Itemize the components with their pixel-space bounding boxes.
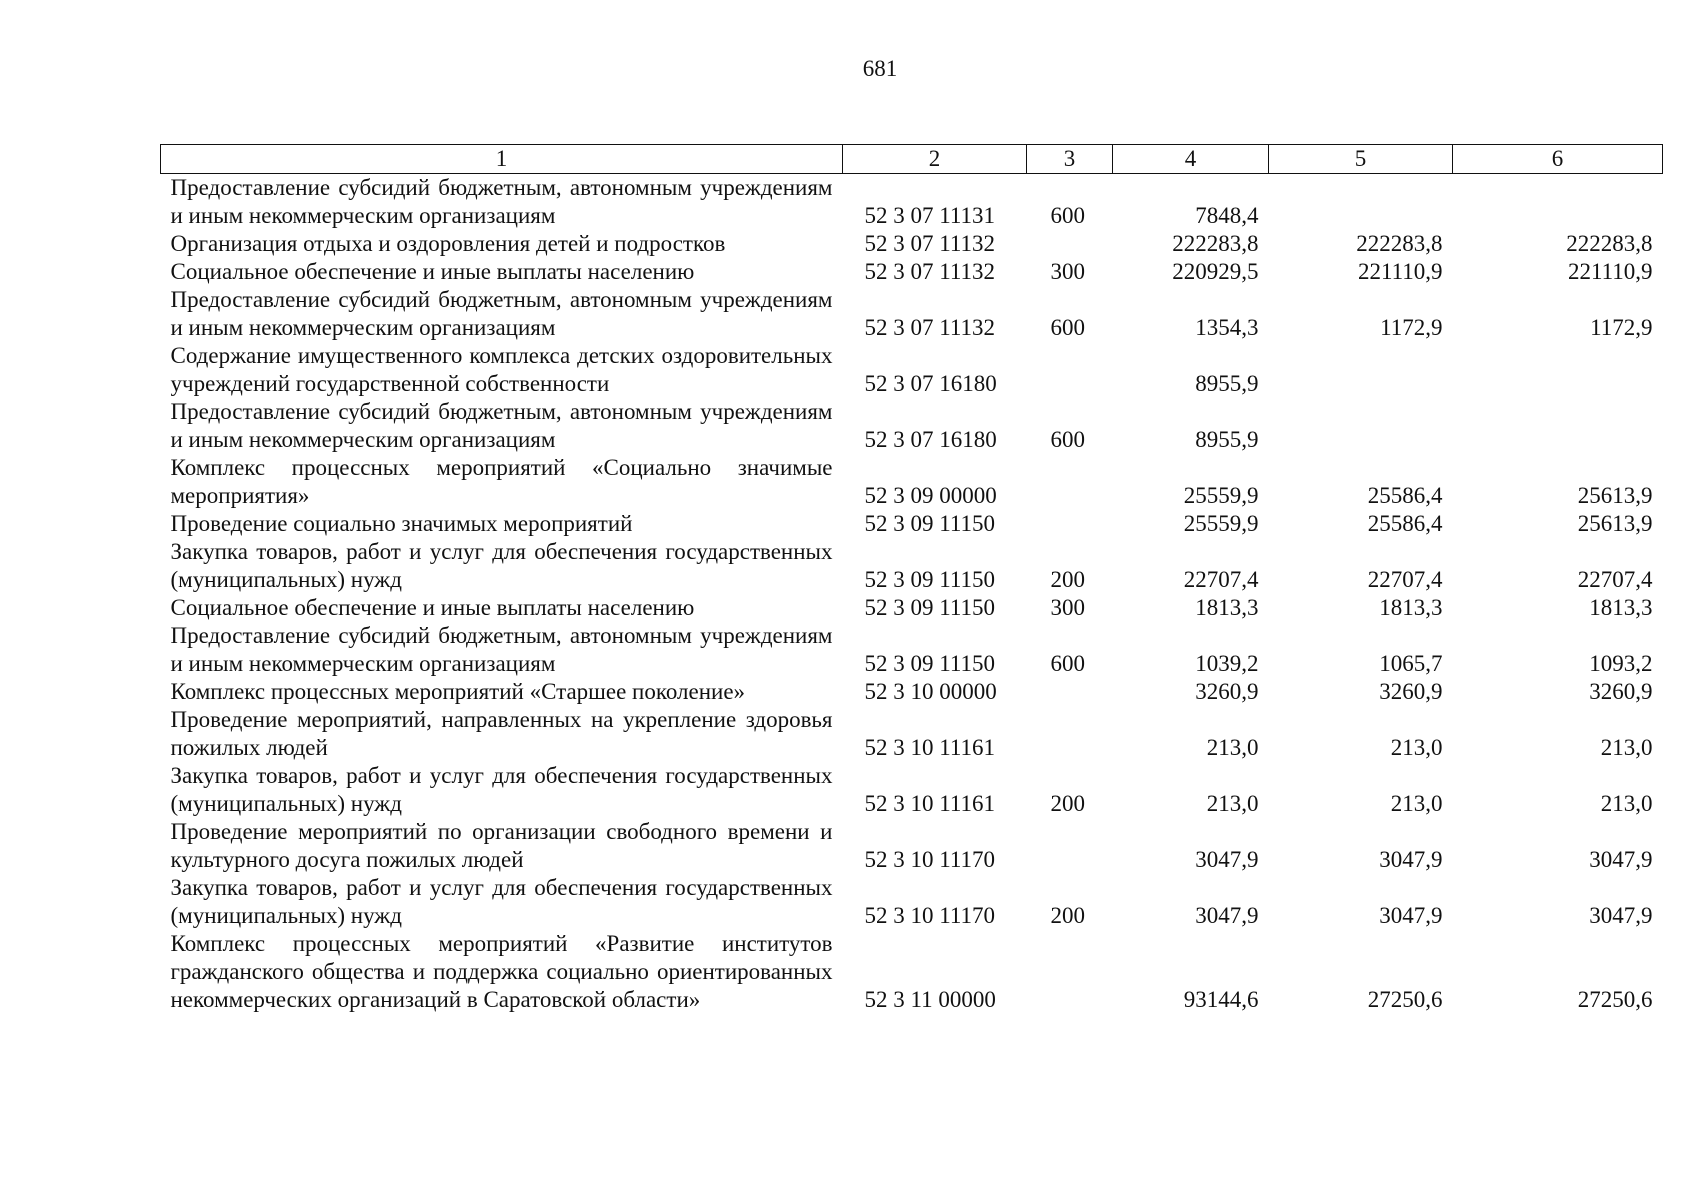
table-row: [161, 818, 1663, 874]
row-value-cell: 1354,3: [1195, 315, 1259, 340]
row-expense-type-cell: 300: [1050, 259, 1085, 284]
row-code-cell: 52 3 11 00000: [864, 987, 996, 1012]
header-row: [161, 145, 1663, 174]
budget-table: [160, 144, 1663, 1014]
row-code-cell: 52 3 07 11132: [864, 231, 996, 256]
row-value-cell: 221110,9: [1357, 259, 1443, 284]
table-row: [161, 510, 1663, 538]
row-value-cell: 213,0: [1206, 791, 1259, 816]
row-value-cell: [1269, 174, 1453, 231]
table-row: [161, 342, 1663, 398]
row-value-cell: 3047,9: [1379, 847, 1443, 872]
row-code-cell: 52 3 09 11150: [864, 595, 996, 620]
table-row: [161, 622, 1663, 678]
table-row: [161, 678, 1663, 706]
table-row: [161, 594, 1663, 622]
row-value-cell: 1813,3: [1379, 595, 1443, 620]
header-cell: 2: [843, 145, 1027, 174]
row-value-cell: 213,0: [1206, 735, 1259, 760]
row-value-cell: 1093,2: [1589, 651, 1653, 676]
row-expense-type-cell: [1027, 230, 1113, 258]
row-value-cell: 1813,3: [1195, 595, 1259, 620]
row-name-cell: Социальное обеспечение и иные выплаты населению: [170, 595, 695, 620]
row-value-cell: 213,0: [1600, 791, 1653, 816]
row-value-cell: 22707,4: [1183, 567, 1259, 592]
row-value-cell: 1813,3: [1589, 595, 1653, 620]
row-code-cell: 52 3 10 11170: [864, 903, 996, 928]
header-cell: 6: [1453, 145, 1663, 174]
table-row: [161, 538, 1663, 594]
row-expense-type-cell: 600: [1050, 315, 1085, 340]
row-expense-type-cell: [1027, 678, 1113, 706]
row-value-cell: [1453, 342, 1663, 398]
row-name-cell: Предоставление субсидий бюджетным, автономным учреждениям и иным некоммерческим организациям: [170, 399, 833, 452]
row-value-cell: 213,0: [1390, 735, 1443, 760]
row-value-cell: 221110,9: [1567, 259, 1653, 284]
row-value-cell: 3047,9: [1589, 847, 1653, 872]
table-row: [161, 174, 1663, 231]
row-code-cell: 52 3 07 16180: [864, 371, 997, 396]
row-value-cell: [1453, 174, 1663, 231]
table-row: [161, 454, 1663, 510]
row-code-cell: 52 3 07 11132: [864, 259, 996, 284]
row-value-cell: 25559,9: [1183, 511, 1259, 536]
row-name-cell: Предоставление субсидий бюджетным, автономным учреждениям и иным некоммерческим организациям: [170, 175, 833, 228]
row-expense-type-cell: 600: [1050, 203, 1085, 228]
row-expense-type-cell: 300: [1050, 595, 1085, 620]
row-name-cell: Проведение мероприятий, направленных на укрепление здоровья пожилых людей: [170, 707, 833, 760]
row-name-cell: Закупка товаров, работ и услуг для обеспечения государственных (муниципальных) нужд: [170, 539, 833, 592]
row-value-cell: 8955,9: [1195, 427, 1259, 452]
header-cell: 1: [161, 145, 843, 174]
row-name-cell: Закупка товаров, работ и услуг для обеспечения государственных (муниципальных) нужд: [170, 875, 833, 928]
row-value-cell: 222283,8: [1172, 231, 1259, 256]
table-row: [161, 762, 1663, 818]
row-expense-type-cell: 200: [1050, 903, 1085, 928]
row-name-cell: Проведение социально значимых мероприятий: [170, 511, 633, 536]
row-code-cell: 52 3 10 00000: [864, 679, 997, 704]
row-code-cell: 52 3 07 16180: [864, 427, 997, 452]
row-code-cell: 52 3 09 00000: [864, 483, 997, 508]
row-code-cell: 52 3 10 11161: [864, 791, 996, 816]
row-value-cell: 25586,4: [1367, 511, 1443, 536]
row-code-cell: 52 3 10 11161: [864, 735, 996, 760]
row-expense-type-cell: 600: [1050, 427, 1085, 452]
row-expense-type-cell: [1027, 706, 1113, 762]
row-value-cell: 213,0: [1390, 791, 1443, 816]
row-value-cell: 1039,2: [1195, 651, 1259, 676]
row-value-cell: 222283,8: [1566, 231, 1653, 256]
row-value-cell: 3260,9: [1195, 679, 1259, 704]
row-code-cell: 52 3 07 11132: [864, 315, 996, 340]
row-name-cell: Предоставление субсидий бюджетным, автономным учреждениям и иным некоммерческим организациям: [170, 623, 833, 676]
row-value-cell: 1172,9: [1380, 315, 1443, 340]
row-expense-type-cell: [1027, 510, 1113, 538]
row-value-cell: 25613,9: [1577, 511, 1653, 536]
table-row: [161, 874, 1663, 930]
row-code-cell: 52 3 09 11150: [864, 511, 996, 536]
row-name-cell: Закупка товаров, работ и услуг для обеспечения государственных (муниципальных) нужд: [170, 763, 833, 816]
row-expense-type-cell: [1027, 342, 1113, 398]
row-expense-type-cell: 200: [1050, 567, 1085, 592]
row-value-cell: 3260,9: [1379, 679, 1443, 704]
row-name-cell: Комплекс процессных мероприятий «Старшее поколение»: [170, 679, 746, 704]
row-value-cell: 25586,4: [1367, 483, 1443, 508]
row-value-cell: 8955,9: [1195, 371, 1259, 396]
row-code-cell: 52 3 09 11150: [864, 651, 996, 676]
page-number: 681: [862, 56, 898, 81]
table-row: [161, 230, 1663, 258]
row-value-cell: [1269, 342, 1453, 398]
row-name-cell: Организация отдыха и оздоровления детей и подростков: [170, 231, 726, 256]
row-expense-type-cell: 600: [1050, 651, 1085, 676]
table-row: [161, 706, 1663, 762]
row-expense-type-cell: [1027, 454, 1113, 510]
row-value-cell: 27250,6: [1367, 987, 1443, 1012]
row-value-cell: 27250,6: [1577, 987, 1653, 1012]
row-value-cell: 22707,4: [1367, 567, 1443, 592]
row-name-cell: Комплекс процессных мероприятий «Социально значимые мероприятия»: [170, 455, 833, 508]
row-value-cell: 222283,8: [1356, 231, 1443, 256]
row-expense-type-cell: 200: [1050, 791, 1085, 816]
row-value-cell: 25613,9: [1577, 483, 1653, 508]
row-name-cell: Социальное обеспечение и иные выплаты населению: [170, 259, 695, 284]
row-value-cell: 3047,9: [1589, 903, 1653, 928]
header-cell: 4: [1113, 145, 1269, 174]
table-row: [161, 930, 1663, 1014]
row-value-cell: 3047,9: [1195, 847, 1259, 872]
row-name-cell: Комплекс процессных мероприятий «Развитие институтов гражданского общества и поддержка социально ориентированных некоммерческих организаций в Саратовской области»: [170, 931, 833, 1012]
row-value-cell: 3047,9: [1195, 903, 1259, 928]
table-row: [161, 258, 1663, 286]
row-value-cell: 3260,9: [1589, 679, 1653, 704]
row-value-cell: 25559,9: [1183, 483, 1259, 508]
header-cell: 5: [1269, 145, 1453, 174]
row-name-cell: Проведение мероприятий по организации свободного времени и культурного досуга пожилых людей: [170, 819, 833, 872]
row-value-cell: 1065,7: [1379, 651, 1443, 676]
row-expense-type-cell: [1027, 930, 1113, 1014]
row-value-cell: 220929,5: [1172, 259, 1259, 284]
row-name-cell: Предоставление субсидий бюджетным, автономным учреждениям и иным некоммерческим организациям: [170, 287, 833, 340]
row-value-cell: 22707,4: [1577, 567, 1653, 592]
row-value-cell: 213,0: [1600, 735, 1653, 760]
table-row: [161, 286, 1663, 342]
row-value-cell: 3047,9: [1379, 903, 1443, 928]
row-value-cell: [1453, 398, 1663, 454]
table-row: [161, 398, 1663, 454]
row-value-cell: 93144,6: [1183, 987, 1259, 1012]
table-header: [161, 145, 1663, 174]
row-value-cell: 7848,4: [1195, 203, 1259, 228]
row-expense-type-cell: [1027, 818, 1113, 874]
table-body: [161, 174, 1663, 1015]
row-name-cell: Содержание имущественного комплекса детских оздоровительных учреждений государственной собственности: [170, 343, 833, 396]
row-value-cell: [1269, 398, 1453, 454]
header-cell: 3: [1027, 145, 1113, 174]
row-code-cell: 52 3 10 11170: [864, 847, 996, 872]
row-code-cell: 52 3 09 11150: [864, 567, 996, 592]
row-code-cell: 52 3 07 11131: [864, 203, 996, 228]
row-value-cell: 1172,9: [1590, 315, 1653, 340]
